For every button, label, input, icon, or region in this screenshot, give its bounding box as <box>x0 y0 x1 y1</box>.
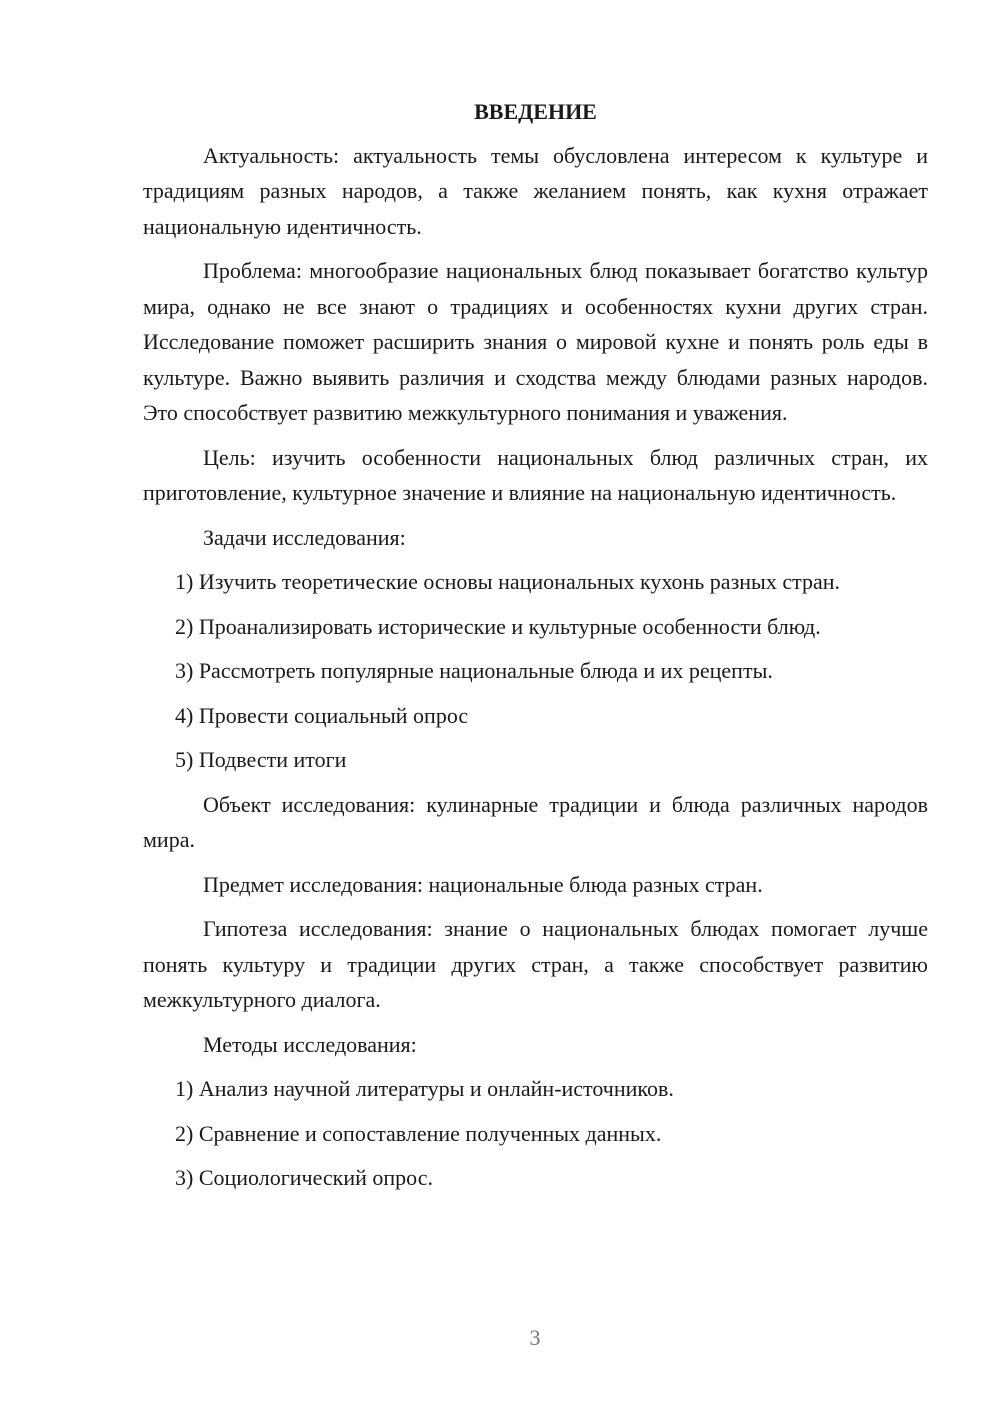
task-item: 2) Проанализировать исторические и культурные особенности блюд. <box>175 613 821 639</box>
method-item: 1) Анализ научной литературы и онлайн-источников. <box>175 1076 674 1101</box>
problem-paragraph: Проблема: многообразие национальных блюд показывает богатство культур мира, однако не все знают о традициях и особенностях кухни других стран. Исследование поможет расширить знания о мировой кухне и понять роль еды в культуре. Важно выявить различия и сходства между блюдами разных народов. Это способствует развитию межкультурного понимания и уважения. <box>143 258 928 425</box>
hypothesis-paragraph: Гипотеза исследования: знание о национальных блюдах помогает лучше понять культуру и традиции других стран, а также способствует развитию межкультурного диалога. <box>143 916 928 1012</box>
object-paragraph: Объект исследования: кулинарные традиции и блюда различных народов мира. <box>143 791 928 852</box>
methods-list <box>143 1071 928 1196</box>
tasks-list <box>143 564 928 778</box>
task-item: 1) Изучить теоретические основы национальных кухонь разных стран. <box>175 569 841 594</box>
tasks-heading: Задачи исследования: <box>203 524 406 550</box>
method-item: 3) Социологический опрос. <box>175 1165 433 1190</box>
page-number: 3 <box>529 1325 541 1350</box>
task-item: 3) Рассмотреть популярные национальные блюда и их рецепты. <box>175 658 773 683</box>
subject-paragraph: Предмет исследования: национальные блюда разных стран. <box>203 871 763 897</box>
document-body <box>143 94 928 1205</box>
goal-paragraph: Цель: изучить особенности национальных блюд различных стран, их приготовление, культурное значение и влияние на национальную идентичность. <box>143 444 928 505</box>
task-item: 5) Подвести итоги <box>175 747 347 772</box>
section-title: ВВЕДЕНИЕ <box>474 99 597 124</box>
task-item: 4) Провести социальный опрос <box>175 702 469 728</box>
method-item: 2) Сравнение и сопоставление полученных данных. <box>175 1120 662 1146</box>
methods-heading: Методы исследования: <box>203 1031 417 1057</box>
relevance-paragraph: Актуальность: актуальность темы обусловлена интересом к культуре и традициям разных народов, а также желанием понять, как кухня отражает национальную идентичность. <box>143 142 928 239</box>
